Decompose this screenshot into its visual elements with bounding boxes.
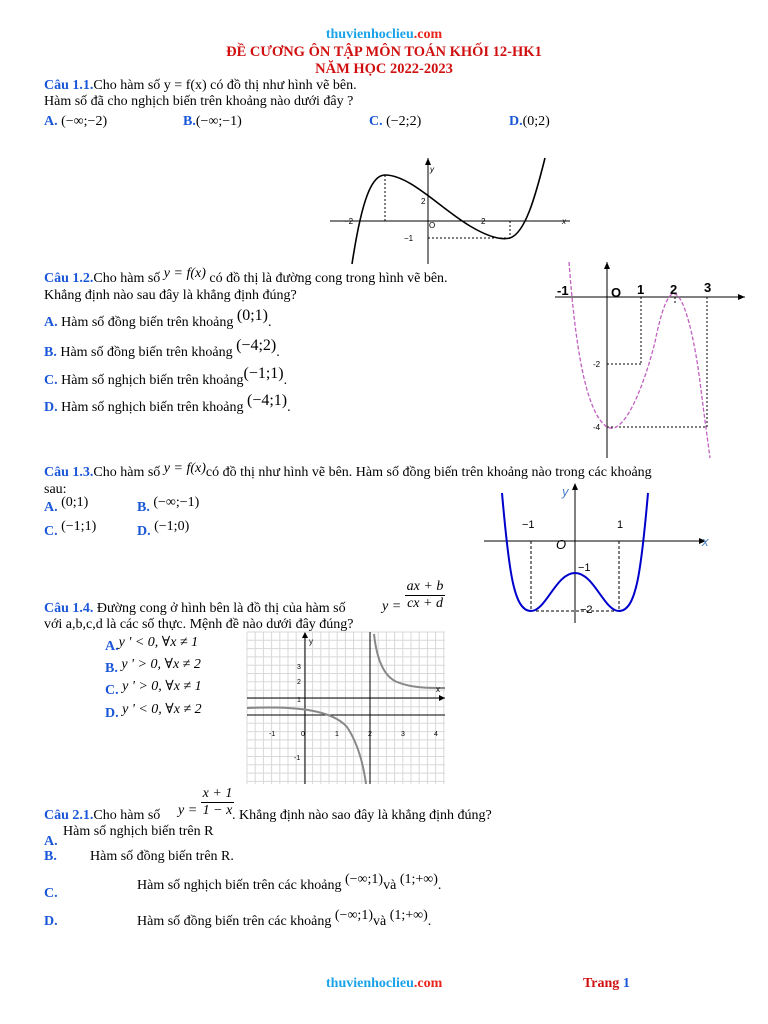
tick-x: -1 xyxy=(269,731,276,738)
y-axis-arrow xyxy=(572,483,578,490)
q14-option-d: D. y ' < 0, ∀x ≠ 2 xyxy=(105,702,202,721)
q14-function: y = $\frac{ax + b}{cx + d}$ xyxy=(382,579,444,614)
footer-site[interactable]: thuvienhoclieu.com xyxy=(326,976,443,991)
question-1-1-line2: Hàm số đã cho nghịch biến trên khoảng nào dưới đây ? xyxy=(44,94,354,109)
q11-option-c: C. (−2;2) xyxy=(369,114,422,129)
q12-graph xyxy=(555,262,750,458)
page-number: Trang 1 xyxy=(583,976,630,991)
label-o: O xyxy=(556,537,567,552)
label-x3: 3 xyxy=(704,280,712,295)
q12-option-c: C. Hàm số nghịch biến trên khoảng(−1;1). xyxy=(44,365,288,388)
q13-graph xyxy=(484,483,720,623)
label-ym1: −1 xyxy=(404,234,414,243)
question-2-1-line1: Câu 2.1.Cho hàm số xyxy=(44,808,161,823)
q21-option-c-text: Hàm số nghịch biến trên các khoảng (−∞;1)và (1;+∞). xyxy=(137,872,442,893)
question-1-4-line2: với a,b,c,d là các số thực. Mệnh đề nào dưới đây đúng? xyxy=(44,617,354,632)
tick-x: 2 xyxy=(368,731,372,738)
label-x1: 1 xyxy=(637,282,645,297)
question-1-1-line1: Câu 1.1.Cho hàm số y = f(x) có đồ thị như hình vẽ bên. xyxy=(44,78,357,93)
tick-y: 2 xyxy=(297,679,301,686)
label-y2: 2 xyxy=(421,197,426,206)
question-1-4-line1: Câu 1.4. Đường cong ở hình bên là đồ thị của hàm số xyxy=(44,601,346,616)
curve xyxy=(352,158,545,264)
curve-left xyxy=(247,708,366,784)
q21-option-d: D. xyxy=(44,914,58,929)
label-ym2: −2 xyxy=(580,604,593,616)
q11-option-b: B.(−∞;−1) xyxy=(183,114,242,129)
label-xm2: −2 xyxy=(344,217,354,226)
tick-y: 1 xyxy=(297,697,301,704)
q13-option-b: B. (−∞;−1) xyxy=(137,495,200,515)
q21-option-a-text: Hàm số nghịch biến trên R xyxy=(63,824,214,839)
q14-graph xyxy=(247,632,447,784)
q13-option-c: C. (−1;1) xyxy=(44,519,97,539)
y-axis-arrow xyxy=(425,158,431,165)
question-1-3-line2: sau: xyxy=(44,482,67,497)
question-1-2-line1: Câu 1.2.Cho hàm số y = f(x) có đồ thị là đường cong trong hình vẽ bên. xyxy=(44,266,448,286)
label-o: O xyxy=(429,221,436,230)
q11-option-d: D.(0;2) xyxy=(509,114,550,129)
y-axis-arrow xyxy=(302,632,308,638)
q13-option-d: D. (−1;0) xyxy=(137,519,190,539)
label-x: x xyxy=(702,534,709,549)
school-year: NĂM HỌC 2022-2023 xyxy=(315,61,453,77)
q12-option-d: D. Hàm số nghịch biến trên khoảng (−4;1). xyxy=(44,392,291,415)
page-title: ĐỀ CƯƠNG ÔN TẬP MÔN TOÁN KHỐI 12-HK1 xyxy=(226,44,542,60)
label-x2: 2 xyxy=(481,217,486,226)
q12-option-b: B. Hàm số đồng biến trên khoảng (−4;2). xyxy=(44,337,280,360)
q12-option-a: A. Hàm số đồng biến trên khoảng (0;1). xyxy=(44,307,272,330)
q14-option-c: C. y ' > 0, ∀x ≠ 1 xyxy=(105,679,202,698)
q21-option-c: C. xyxy=(44,886,58,901)
q11-graph xyxy=(330,158,570,264)
tick-x: 4 xyxy=(434,731,438,738)
label-y: y xyxy=(430,165,434,174)
label-y: y xyxy=(562,484,569,499)
label-ym2: -2 xyxy=(593,360,601,369)
x-axis-arrow xyxy=(738,294,745,300)
label-ym4: -4 xyxy=(593,423,601,432)
q14-option-a: A.y ' < 0, ∀x ≠ 1 xyxy=(105,635,199,654)
tick-x: 1 xyxy=(335,731,339,738)
curve-right xyxy=(374,634,445,688)
question-1-3-line1: Câu 1.3.Cho hàm số y = f(x)có đồ thị như hình vẽ bên. Hàm số đồng biến trên khoảng nào trong các khoảng xyxy=(44,461,652,480)
label-y: y xyxy=(309,637,313,646)
q21-option-b: B. xyxy=(44,849,57,864)
label-o: O xyxy=(611,285,622,300)
q13-option-a: A. (0;1) xyxy=(44,495,89,515)
label-xm1: -1 xyxy=(557,283,569,298)
label-x: x xyxy=(562,217,566,226)
q11-option-a: A. (−∞;−2) xyxy=(44,114,108,129)
question-2-1-text: . Khẳng định nào sao đây là khẳng định đúng? xyxy=(232,808,492,823)
tick-x: 0 xyxy=(301,731,305,738)
tick-y: -1 xyxy=(294,755,301,762)
label-ym1: −1 xyxy=(578,562,591,574)
label-x2: 2 xyxy=(670,282,678,297)
q21-option-b-text: Hàm số đồng biến trên R. xyxy=(90,849,234,864)
q21-option-d-text: Hàm số đồng biến trên các khoảng (−∞;1)và (1;+∞). xyxy=(137,908,432,929)
tick-x: 3 xyxy=(401,731,405,738)
header-site[interactable]: thuvienhoclieu.com xyxy=(325,27,443,42)
label-x: x xyxy=(436,685,440,694)
tick-y: 3 xyxy=(297,664,301,671)
q21-function: y = $\frac{x + 1}{1 - x}$ xyxy=(178,786,233,818)
label-xm1: −1 xyxy=(522,519,535,531)
y-axis-arrow xyxy=(604,262,610,269)
q21-option-a-letter: A. xyxy=(44,834,58,849)
label-x1: 1 xyxy=(617,519,624,531)
question-1-2-line2: Khẳng định nào sau đây là khẳng định đúng? xyxy=(44,288,297,303)
q14-option-b: B. y ' > 0, ∀x ≠ 2 xyxy=(105,657,201,676)
